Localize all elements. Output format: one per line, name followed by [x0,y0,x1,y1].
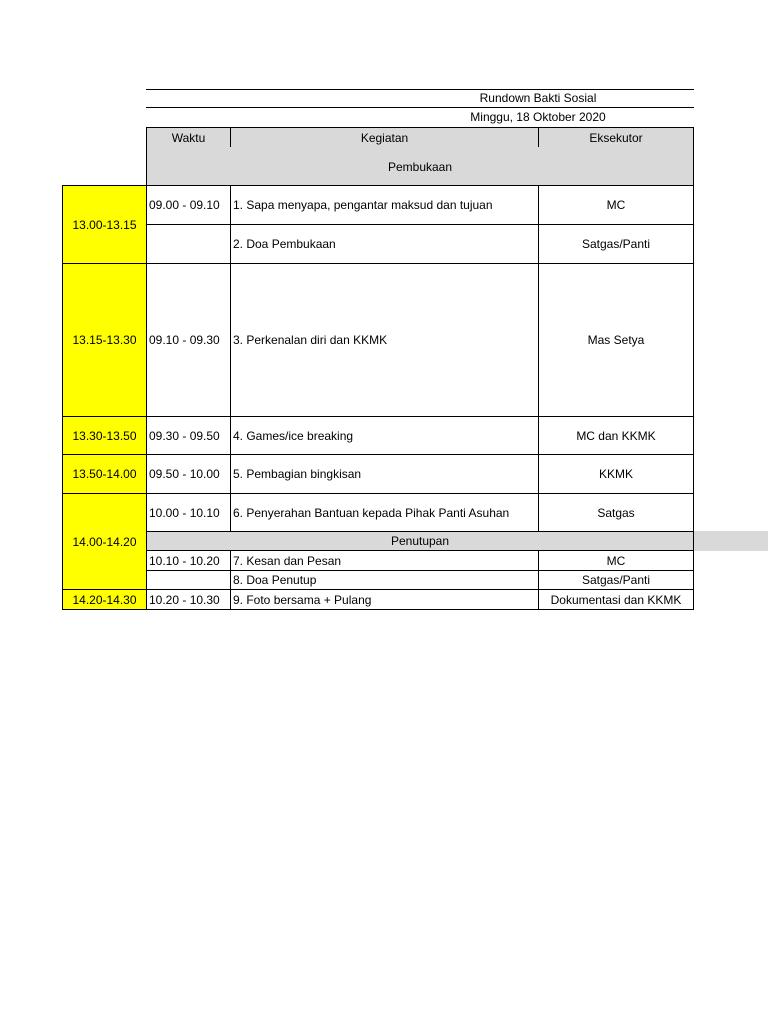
row-5-kegiatan: 5. Pembagian bingkisan [230,454,539,494]
col-header-kegiatan: Kegiatan [230,127,539,148]
slot-3: 13.30-13.50 [62,416,147,455]
row-2-waktu [146,224,231,264]
row-4-kegiatan: 4. Games/ice breaking [230,416,539,455]
col-header-waktu: Waktu [146,127,231,148]
slot-2: 13.15-13.30 [62,263,147,417]
row-9-eksekutor: Dokumentasi dan KKMK [538,589,694,610]
slot-4: 13.50-14.00 [62,454,147,494]
row-8-eksekutor: Satgas/Panti [538,570,694,590]
row-2-eksekutor: Satgas/Panti [538,224,694,264]
row-8-kegiatan: 8. Doa Penutup [230,570,539,590]
row-6-kegiatan: 6. Penyerahan Bantuan kepada Pihak Panti Asuhan [230,493,539,532]
row-6-waktu: 10.00 - 10.10 [146,493,231,532]
row-2-kegiatan: 2. Doa Pembukaan [230,224,539,264]
row-7-kegiatan: 7. Kesan dan Pesan [230,550,539,571]
row-3-waktu: 09.10 - 09.30 [146,263,231,417]
slot-1: 13.00-13.15 [62,185,147,264]
rundown-title: Rundown Bakti Sosial [479,91,597,105]
row-4-eksekutor: MC dan KKMK [538,416,694,455]
row-5-waktu: 09.50 - 10.00 [146,454,231,494]
row-3-kegiatan: 3. Perkenalan diri dan KKMK [230,263,539,417]
row-8-waktu [146,570,231,590]
row-5-eksekutor: KKMK [538,454,694,494]
slot-6: 14.20-14.30 [62,589,147,610]
row-1-eksekutor: MC [538,185,694,225]
col-header-eksekutor: Eksekutor [538,127,694,148]
row-4-waktu: 09.30 - 09.50 [146,416,231,455]
row-6-eksekutor: Satgas [538,493,694,532]
section-penutupan-fill [694,531,768,551]
row-1-waktu: 09.00 - 09.10 [146,185,231,225]
row-7-eksekutor: MC [538,550,694,571]
row-1-kegiatan: 1. Sapa menyapa, pengantar maksud dan tujuan [230,185,539,225]
row-7-waktu: 10.10 - 10.20 [146,550,231,571]
section-penutupan: Penutupan [146,531,694,551]
row-9-kegiatan: 9. Foto bersama + Pulang [230,589,539,610]
row-3-eksekutor: Mas Setya [538,263,694,417]
row-9-waktu: 10.20 - 10.30 [146,589,231,610]
section-pembukaan: Pembukaan [146,147,694,186]
slot-5: 14.00-14.20 [62,493,147,590]
event-date: Minggu, 18 Oktober 2020 [470,109,606,124]
